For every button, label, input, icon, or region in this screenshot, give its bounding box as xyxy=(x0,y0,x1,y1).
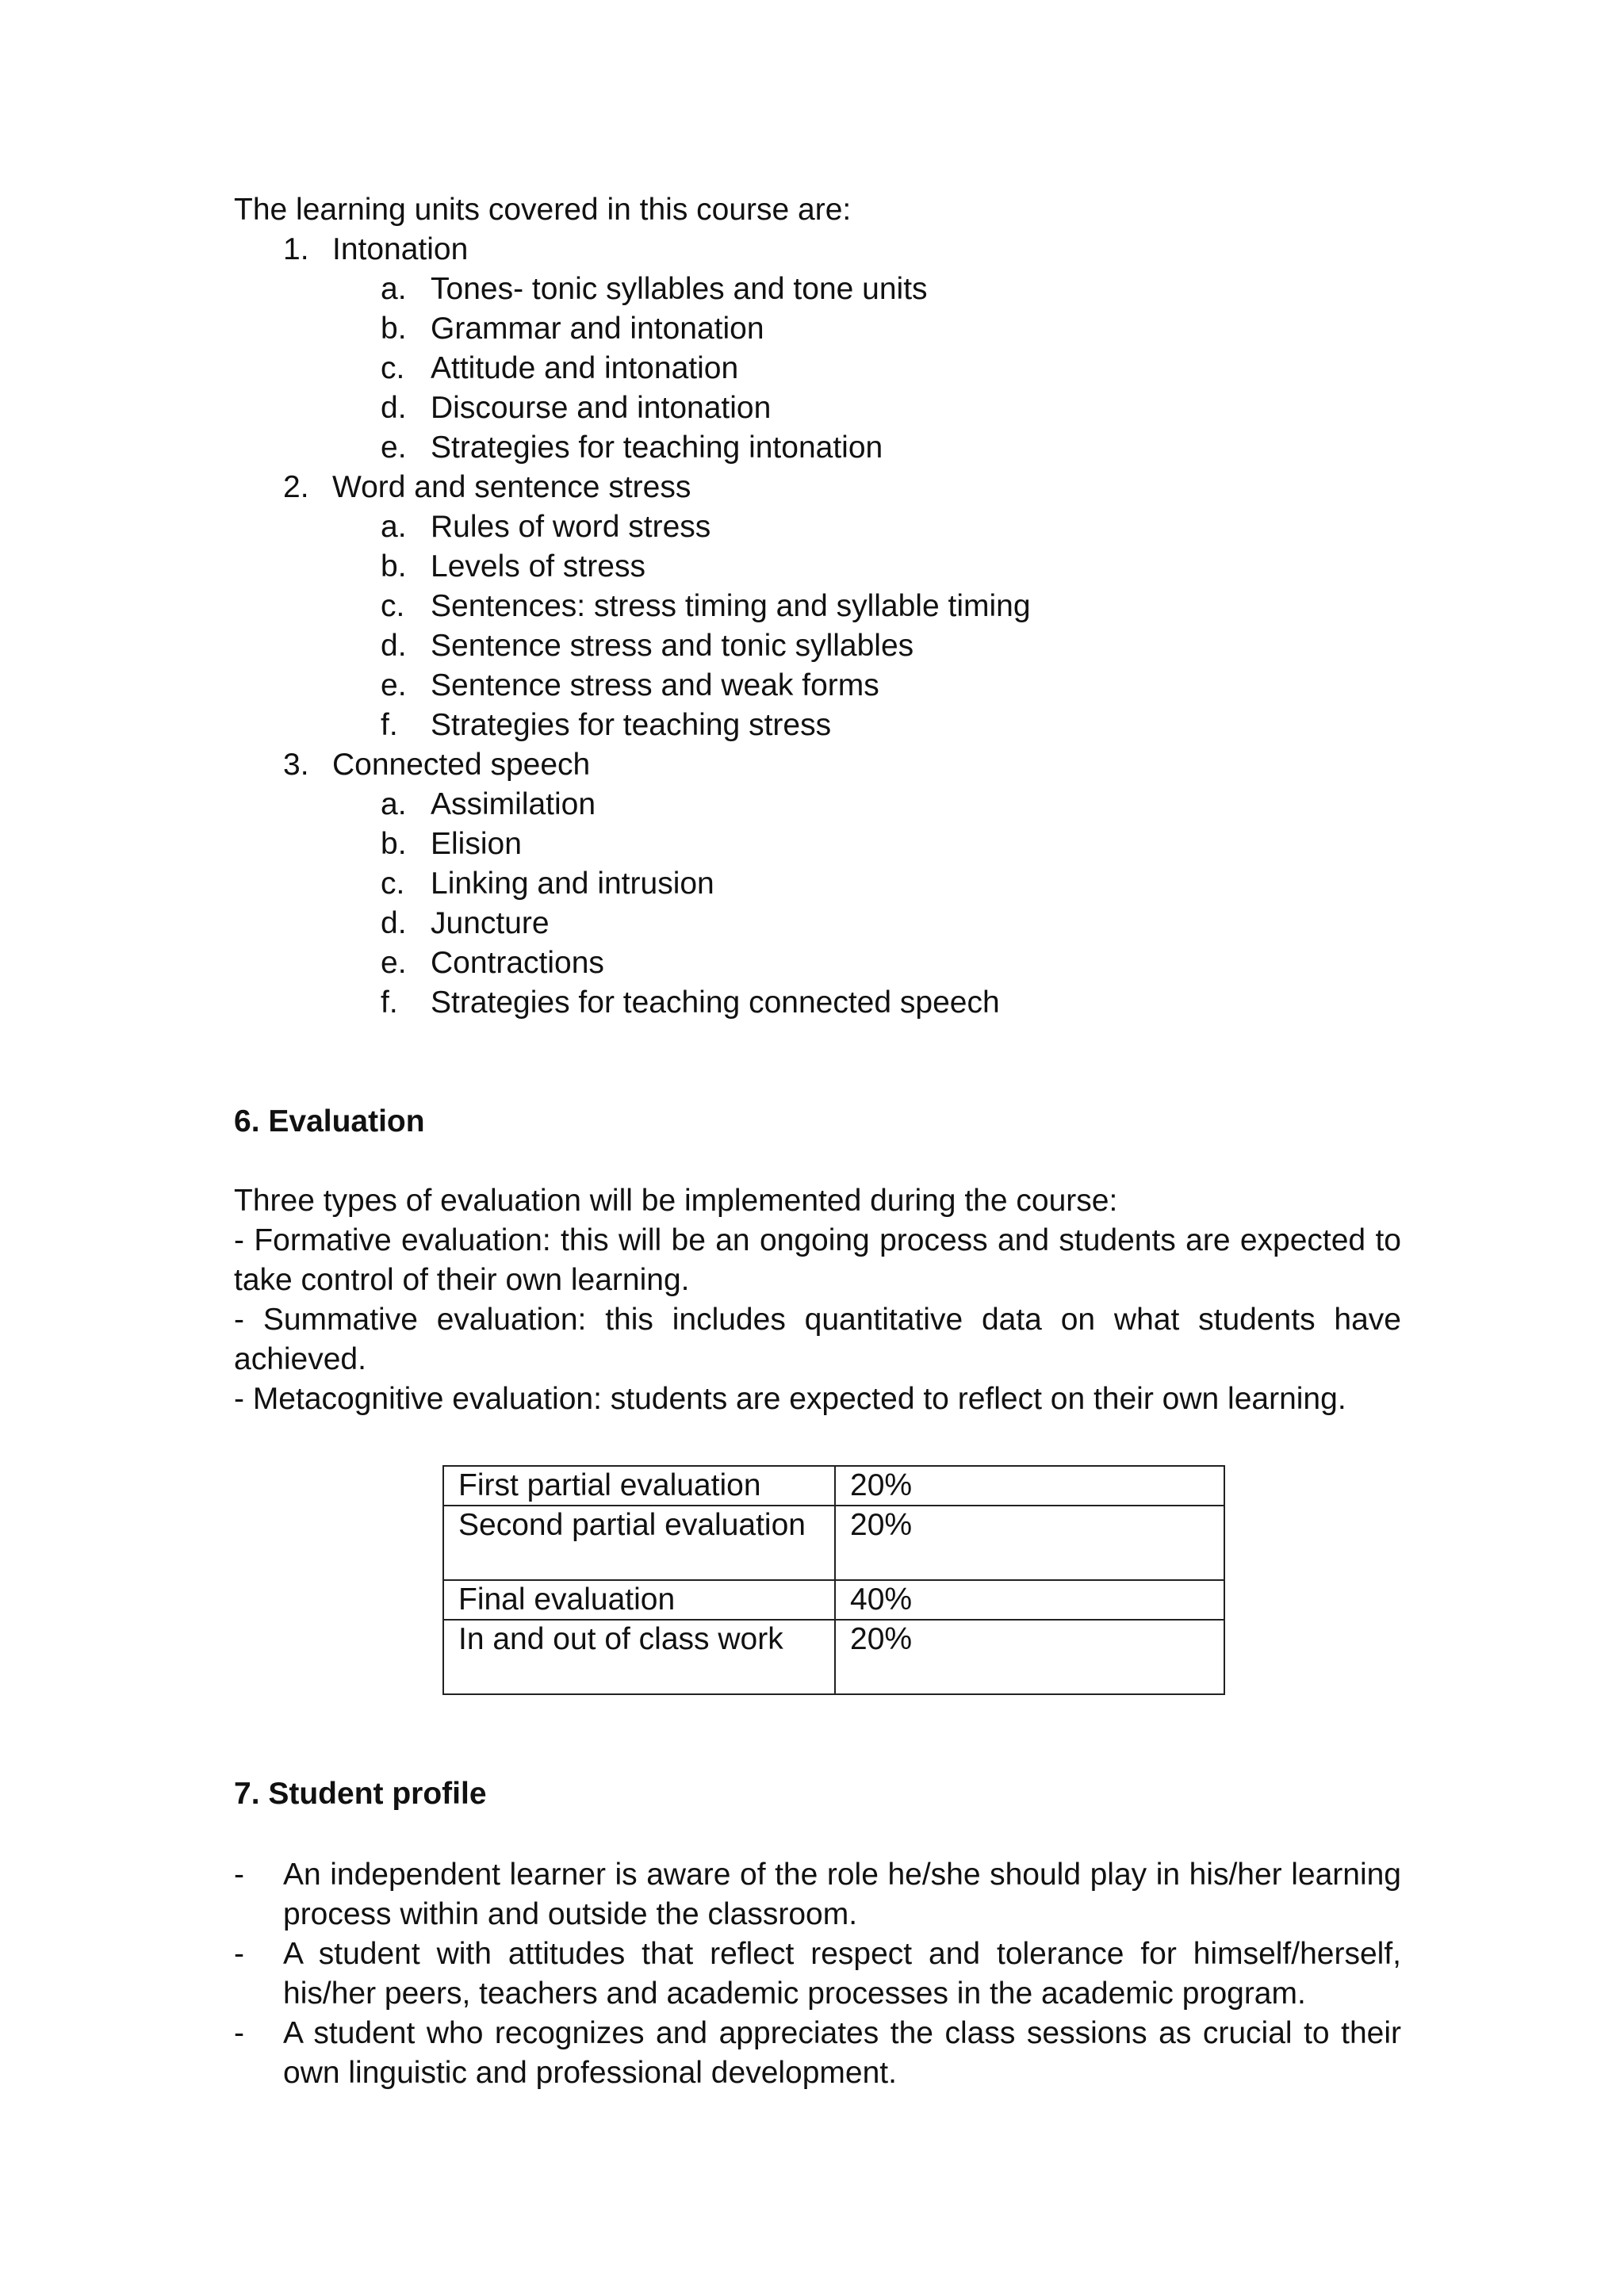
evaluation-type-summative: - Summative evaluation: this includes quantitative data on what students have achieved. xyxy=(234,1303,1401,1376)
profile-text: A student who recognizes and appreciates the class sessions as crucial to their own linguistic and professional development. xyxy=(283,2016,1401,2090)
topic-letter: d. xyxy=(381,906,407,940)
topic-letter: f. xyxy=(381,708,398,742)
topic-text: Assimilation xyxy=(431,787,596,821)
grade-weight: 20% xyxy=(835,1506,1224,1580)
table-row xyxy=(443,1620,1224,1694)
topic-item xyxy=(234,666,1401,706)
topic-item xyxy=(234,270,1401,309)
topic-item xyxy=(234,983,1401,1023)
evaluation-intro: Three types of evaluation will be implemented during the course: xyxy=(234,1184,1118,1218)
topic-letter: b. xyxy=(381,549,407,584)
student-profile-list xyxy=(234,1855,1401,2093)
topic-letter: a. xyxy=(381,510,407,544)
topic-letter: b. xyxy=(381,312,407,346)
topic-text: Grammar and intonation xyxy=(431,312,764,346)
topic-letter: d. xyxy=(381,629,407,663)
topic-letter: c. xyxy=(381,867,405,901)
evaluation-type-metacognitive: - Metacognitive evaluation: students are expected to reflect on their own learning. xyxy=(234,1382,1346,1416)
topic-item xyxy=(234,904,1401,943)
topic-item xyxy=(234,428,1401,468)
topic-text: Rules of word stress xyxy=(431,510,711,544)
dash-bullet: - xyxy=(234,1937,244,1971)
topic-item xyxy=(234,825,1401,864)
topic-letter: c. xyxy=(381,351,405,385)
unit-title-row xyxy=(234,745,1401,785)
topic-item xyxy=(234,388,1401,428)
unit-title-row xyxy=(234,230,1401,270)
topic-text: Strategies for teaching stress xyxy=(431,708,832,742)
topic-item xyxy=(234,507,1401,547)
topic-item xyxy=(234,943,1401,983)
evaluation-type-formative: - Formative evaluation: this will be an ongoing process and students are expected to take control of their own learning. xyxy=(234,1223,1401,1297)
topic-text: Strategies for teaching connected speech xyxy=(431,985,1000,1020)
table-row xyxy=(443,1466,1224,1506)
topic-text: Discourse and intonation xyxy=(431,391,772,425)
unit-title: Connected speech xyxy=(332,748,591,782)
table-row xyxy=(443,1506,1224,1580)
evaluation-heading: 6. Evaluation xyxy=(234,1104,425,1138)
grade-component: In and out of class work xyxy=(443,1620,835,1694)
dash-bullet: - xyxy=(234,1858,244,1892)
list-item xyxy=(234,1934,1401,2014)
topic-text: Juncture xyxy=(431,906,550,940)
units-intro: The learning units covered in this course are: xyxy=(234,193,852,227)
unit xyxy=(234,468,1401,745)
topic-item xyxy=(234,626,1401,666)
unit-number: 2. xyxy=(283,470,309,504)
grade-weight: 40% xyxy=(835,1580,1224,1620)
table-row xyxy=(443,1580,1224,1620)
list-item xyxy=(234,2014,1401,2093)
learning-units-list xyxy=(234,230,1401,1023)
topic-text: Contractions xyxy=(431,946,604,980)
grading-table xyxy=(442,1465,1225,1695)
topic-item xyxy=(234,785,1401,825)
unit-number: 3. xyxy=(283,748,309,782)
profile-text: A student with attitudes that reflect respect and tolerance for himself/herself, his/her peers, teachers and academic processes in the academic program. xyxy=(283,1937,1401,2011)
topic-letter: c. xyxy=(381,589,405,623)
topic-text: Strategies for teaching intonation xyxy=(431,430,883,465)
topic-text: Attitude and intonation xyxy=(431,351,739,385)
topic-letter: f. xyxy=(381,985,398,1020)
unit-topics xyxy=(234,270,1401,468)
topic-text: Elision xyxy=(431,827,522,861)
topic-text: Linking and intrusion xyxy=(431,867,714,901)
topic-text: Sentence stress and weak forms xyxy=(431,668,879,702)
grade-weight: 20% xyxy=(835,1466,1224,1506)
grade-component: First partial evaluation xyxy=(443,1466,835,1506)
topic-item xyxy=(234,587,1401,626)
document-page xyxy=(234,190,1401,2093)
unit-topics xyxy=(234,507,1401,745)
topic-text: Sentences: stress timing and syllable timing xyxy=(431,589,1031,623)
topic-letter: d. xyxy=(381,391,407,425)
topic-item xyxy=(234,864,1401,904)
topic-letter: e. xyxy=(381,668,407,702)
topic-letter: e. xyxy=(381,946,407,980)
list-item xyxy=(234,1855,1401,1934)
unit xyxy=(234,230,1401,468)
topic-letter: b. xyxy=(381,827,407,861)
topic-item xyxy=(234,547,1401,587)
topic-text: Sentence stress and tonic syllables xyxy=(431,629,914,663)
profile-text: An independent learner is aware of the role he/she should play in his/her learning process within and outside the classroom. xyxy=(283,1858,1401,1931)
topic-item xyxy=(234,349,1401,388)
unit-topics xyxy=(234,785,1401,1023)
unit-title-row xyxy=(234,468,1401,507)
unit-title: Word and sentence stress xyxy=(332,470,691,504)
student-profile-heading: 7. Student profile xyxy=(234,1777,487,1811)
topic-item xyxy=(234,309,1401,349)
topic-letter: a. xyxy=(381,787,407,821)
topic-letter: e. xyxy=(381,430,407,465)
topic-text: Levels of stress xyxy=(431,549,645,584)
topic-item xyxy=(234,706,1401,745)
grade-component: Final evaluation xyxy=(443,1580,835,1620)
unit-number: 1. xyxy=(283,232,309,266)
unit xyxy=(234,745,1401,1023)
unit-title: Intonation xyxy=(332,232,469,266)
grade-component: Second partial evaluation xyxy=(443,1506,835,1580)
topic-text: Tones- tonic syllables and tone units xyxy=(431,272,928,306)
dash-bullet: - xyxy=(234,2016,244,2050)
grade-weight: 20% xyxy=(835,1620,1224,1694)
topic-letter: a. xyxy=(381,272,407,306)
